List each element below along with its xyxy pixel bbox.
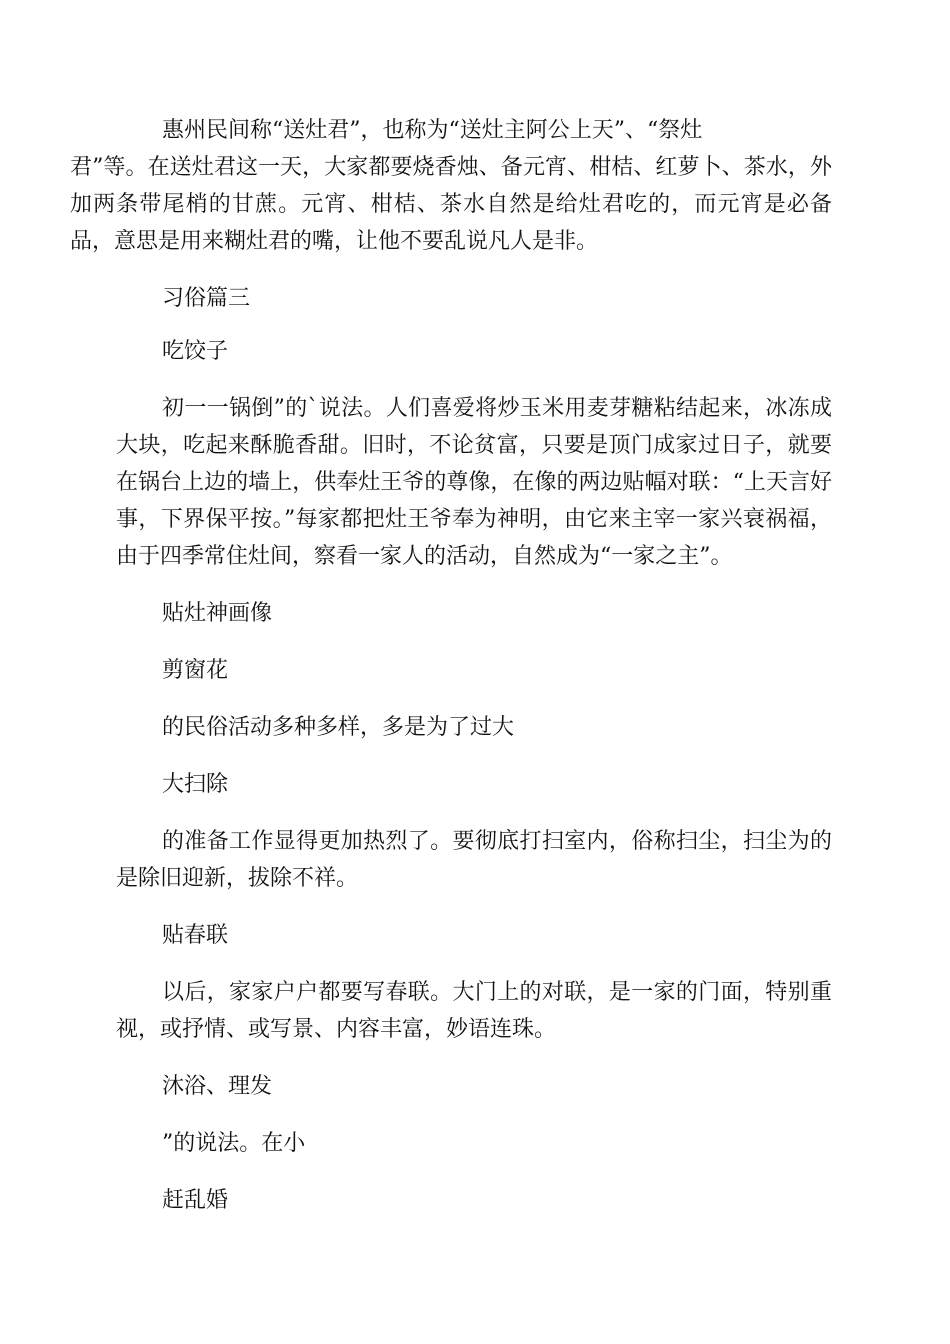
section-heading: 贴春联 [162,923,229,948]
paragraph-line: 惠州民间称“送灶君”，也称为“送灶主阿公上天”、“祭灶 [162,118,703,143]
paragraph-couplets: 以后，家家户户都要写春联。大门上的对联，是一家的门面，特别重视，或抒情、或写景、内容丰富，妙语连珠。 [116,980,832,1042]
paragraph-folk-activities: 的民俗活动多种多样，多是为了过大 [162,715,515,740]
paragraph-kitchen-god: 初一一锅倒”的`说法。人们喜爱将炒玉米用麦芽糖粘结起来，冰冻成大块，吃起来酥脆香甜。旧时，不论贫富，只要是顶门成家过日子，就要在锅台上边的墙上，供奉灶王爷的尊像，在像的两边贴幅对联：“上天言好事，下界保平按。”每家都把灶王爷奉为神明，由它来主宰一家兴衰祸福，由于四季常住灶间，察看一家人的活动，自然成为“一家之主”。 [116,396,832,569]
section-heading: 沐浴、理发 [162,1074,273,1099]
paragraph-send-stove-god [70,112,832,260]
section-heading: 吃饺子 [162,339,229,364]
paragraph-cleaning: 的准备工作显得更加热烈了。要彻底打扫室内，俗称扫尘，扫尘为的是除旧迎新，拔除不祥。 [116,829,832,891]
document-body [70,112,832,1219]
section-heading: 赶乱婚 [162,1188,229,1213]
section-heading: 剪窗花 [162,658,229,683]
section-heading: 贴灶神画像 [162,601,273,626]
paragraph-saying: ”的说法。在小 [162,1131,306,1156]
paragraph-line: 君”等。在送灶君这一天，大家都要烧香烛、备元宵、柑桔、红萝卜、茶水，外加两条带尾梢的甘蔗。元宵、柑桔、茶水自然是给灶君吃的，而元宵是必备品，意思是用来糊灶君的嘴，让他不要乱说凡人是非。 [70,155,832,254]
section-heading: 习俗篇三 [162,286,251,311]
section-heading: 大扫除 [162,772,229,797]
